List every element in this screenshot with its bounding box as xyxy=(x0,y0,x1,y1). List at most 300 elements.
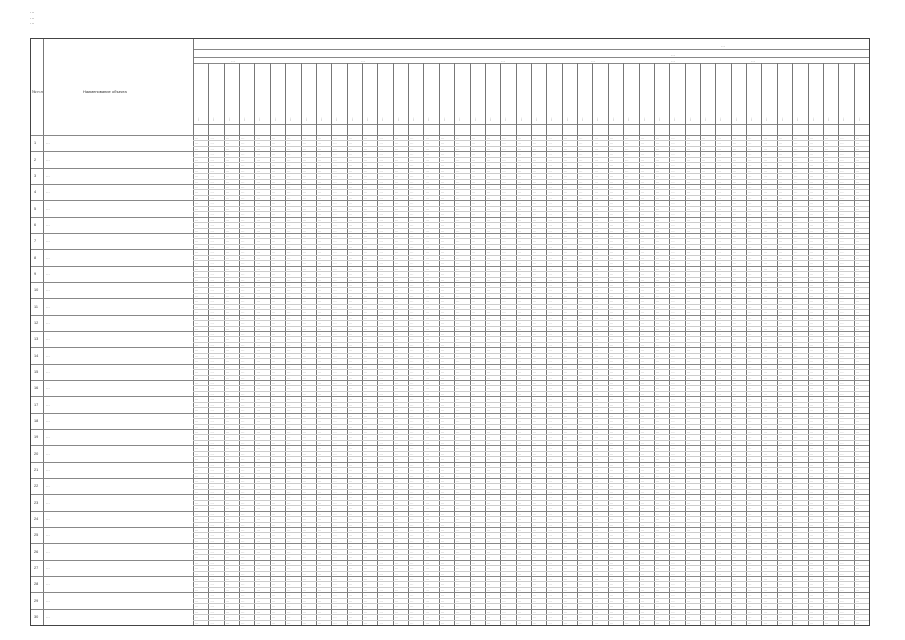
table-cell: … xyxy=(410,430,414,434)
table-cell: … xyxy=(225,364,230,369)
table-cell: … xyxy=(364,571,368,576)
table-cell: … xyxy=(225,381,230,385)
row-subdivider xyxy=(193,407,869,408)
table-cell: … xyxy=(517,185,522,189)
table-cell: … xyxy=(317,201,322,206)
table-cell: … xyxy=(840,304,844,309)
table-cell: … xyxy=(425,391,429,396)
table-cell: … xyxy=(471,430,475,434)
table-cell: … xyxy=(794,353,798,358)
table-cell: … xyxy=(425,440,429,445)
table-cell: … xyxy=(241,435,245,440)
table-cell: … xyxy=(394,163,399,168)
table-cell: … xyxy=(241,185,245,189)
row-subdivider xyxy=(193,255,869,256)
table-cell: … xyxy=(486,185,491,189)
table-cell: … xyxy=(317,332,322,336)
table-cell: … xyxy=(317,391,322,396)
table-cell: … xyxy=(410,288,414,293)
table-cell: … xyxy=(425,206,429,211)
table-cell: … xyxy=(410,163,414,168)
table-cell: … xyxy=(425,479,429,483)
table-cell: … xyxy=(517,577,522,581)
table-cell: … xyxy=(763,555,767,560)
table-cell: … xyxy=(763,381,767,385)
table-cell: … xyxy=(333,375,337,380)
table-cell: … xyxy=(655,413,660,418)
table-cell: … xyxy=(425,152,429,157)
table-cell: … xyxy=(302,234,306,238)
table-cell: … xyxy=(333,234,337,238)
table-cell: … xyxy=(256,381,260,385)
table-cell: … xyxy=(702,255,706,260)
table-cell: … xyxy=(563,533,568,538)
table-cell: … xyxy=(333,190,337,195)
table-cell: … xyxy=(425,549,429,554)
table-cell: … xyxy=(486,152,491,157)
table-cell: … xyxy=(425,348,429,353)
table-cell: … xyxy=(640,266,644,271)
table-cell: … xyxy=(410,304,414,309)
table-cell: … xyxy=(640,538,644,543)
table-cell: … xyxy=(625,217,629,222)
table-cell: … xyxy=(410,544,414,549)
table-cell: … xyxy=(702,337,706,342)
table-cell: … xyxy=(824,353,829,358)
table-cell: … xyxy=(763,299,767,304)
table-cell: … xyxy=(225,190,230,195)
table-cell: … xyxy=(517,375,522,380)
table-cell: … xyxy=(625,299,629,304)
table-cell: … xyxy=(794,152,798,157)
table-cell: … xyxy=(609,141,614,146)
table-cell: … xyxy=(563,604,568,609)
table-cell: … xyxy=(471,609,475,614)
table-cell: … xyxy=(379,615,383,620)
table-cell: … xyxy=(548,277,552,282)
table-cell: … xyxy=(778,174,783,179)
table-cell: … xyxy=(348,136,353,140)
table-cell: … xyxy=(256,538,260,543)
table-cell: … xyxy=(379,457,383,462)
column-divider xyxy=(362,63,363,135)
table-cell: … xyxy=(410,152,414,157)
table-cell: … xyxy=(333,185,337,189)
table-cell: … xyxy=(686,342,691,347)
table-cell: … xyxy=(625,571,629,576)
table-cell: … xyxy=(794,582,798,587)
table-cell: … xyxy=(241,457,245,462)
table-cell: … xyxy=(517,228,522,233)
table-cell: … xyxy=(425,500,429,505)
row-subdivider xyxy=(193,549,869,550)
table-cell: … xyxy=(502,146,506,151)
table-cell: … xyxy=(809,288,813,293)
table-cell: … xyxy=(794,609,798,614)
table-cell: … xyxy=(655,386,660,391)
table-cell: … xyxy=(702,315,706,320)
table-cell: … xyxy=(379,522,383,527)
table-cell: … xyxy=(471,479,475,483)
table-cell: … xyxy=(364,179,368,184)
table-cell: … xyxy=(502,468,506,473)
table-cell: … xyxy=(195,359,199,364)
table-cell: … xyxy=(609,528,614,532)
table-cell: … xyxy=(824,168,829,173)
table-cell: … xyxy=(333,261,337,266)
table-cell: … xyxy=(225,538,230,543)
table-cell: … xyxy=(410,538,414,543)
table-cell: … xyxy=(302,146,306,151)
table-cell: … xyxy=(594,239,598,244)
table-cell: … xyxy=(763,424,767,429)
table-cell: … xyxy=(533,457,537,462)
table-cell: … xyxy=(456,604,460,609)
column-divider xyxy=(423,63,424,135)
table-cell: … xyxy=(640,234,644,238)
table-cell: … xyxy=(594,517,598,522)
table-cell: … xyxy=(425,435,429,440)
table-cell: … xyxy=(210,332,214,336)
table-cell: … xyxy=(794,244,798,249)
table-cell: … xyxy=(640,593,644,598)
table-cell: … xyxy=(671,261,675,266)
table-cell: … xyxy=(625,190,629,195)
table-cell: … xyxy=(287,506,291,511)
table-cell: … xyxy=(702,168,706,173)
table-cell: … xyxy=(732,136,737,140)
table-cell: … xyxy=(609,146,614,151)
table-cell: … xyxy=(502,451,506,456)
table-cell: … xyxy=(640,375,644,380)
table-cell: … xyxy=(410,479,414,483)
table-cell: … xyxy=(256,163,260,168)
table-cell: … xyxy=(671,408,675,413)
table-cell: … xyxy=(824,506,829,511)
table-cell: … xyxy=(348,391,353,396)
table-cell: … xyxy=(210,223,214,228)
table-cell: … xyxy=(195,353,199,358)
table-cell: … xyxy=(732,157,737,162)
table-cell: … xyxy=(379,440,383,445)
table-cell: … xyxy=(195,511,199,516)
table-cell: … xyxy=(333,168,337,173)
table-cell: … xyxy=(225,293,230,298)
table-cell: … xyxy=(748,326,752,331)
table-cell: … xyxy=(855,386,860,391)
table-cell: … xyxy=(333,359,337,364)
table-cell: … xyxy=(517,620,522,625)
table-cell: … xyxy=(671,272,675,277)
table-cell: … xyxy=(840,136,844,140)
table-cell: … xyxy=(348,239,353,244)
table-cell: … xyxy=(502,332,506,336)
table-cell: … xyxy=(686,234,691,238)
table-cell: … xyxy=(456,136,460,140)
table-cell: … xyxy=(855,353,860,358)
table-cell: … xyxy=(471,517,475,522)
column-header: … xyxy=(503,117,508,121)
table-cell: … xyxy=(640,381,644,385)
table-cell: … xyxy=(625,244,629,249)
row-subdivider xyxy=(193,244,869,245)
table-cell: … xyxy=(732,239,737,244)
table-cell: … xyxy=(379,381,383,385)
table-cell: … xyxy=(410,397,414,402)
table-cell: … xyxy=(778,157,783,162)
table-cell: … xyxy=(809,261,813,266)
table-cell: … xyxy=(671,495,675,500)
table-cell: … xyxy=(456,391,460,396)
table-cell: … xyxy=(486,484,491,489)
table-cell: … xyxy=(317,413,322,418)
table-cell: … xyxy=(364,277,368,282)
table-cell: … xyxy=(533,495,537,500)
table-cell: … xyxy=(456,288,460,293)
row-subdivider xyxy=(193,598,869,599)
table-cell: … xyxy=(364,598,368,603)
table-cell: … xyxy=(732,430,737,434)
table-cell: … xyxy=(686,609,691,614)
table-cell: … xyxy=(195,424,199,429)
table-cell: … xyxy=(717,261,721,266)
table-cell: … xyxy=(410,321,414,326)
table-cell: … xyxy=(410,337,414,342)
table-cell: … xyxy=(563,277,568,282)
table-cell: … xyxy=(256,283,260,287)
table-cell: … xyxy=(225,435,230,440)
table-cell: … xyxy=(287,157,291,162)
table-cell: … xyxy=(241,468,245,473)
table-cell: … xyxy=(655,604,660,609)
table-cell: … xyxy=(195,593,199,598)
table-cell: … xyxy=(225,408,230,413)
table-cell: … xyxy=(394,517,399,522)
table-cell: … xyxy=(563,141,568,146)
table-cell: … xyxy=(317,228,322,233)
table-cell: … xyxy=(840,326,844,331)
table-cell: … xyxy=(256,201,260,206)
table-cell: … xyxy=(794,381,798,385)
table-cell: … xyxy=(609,168,614,173)
table-cell: … xyxy=(210,440,214,445)
table-cell: … xyxy=(640,435,644,440)
table-cell: … xyxy=(440,604,445,609)
table-cell: … xyxy=(794,174,798,179)
table-cell: … xyxy=(671,468,675,473)
row-object-name: … xyxy=(46,157,50,162)
table-cell: … xyxy=(271,201,276,206)
table-cell: … xyxy=(563,511,568,516)
table-cell: … xyxy=(655,609,660,614)
table-cell: … xyxy=(225,310,230,315)
table-cell: … xyxy=(287,288,291,293)
table-cell: … xyxy=(840,223,844,228)
table-cell: … xyxy=(225,157,230,162)
table-cell: … xyxy=(548,141,552,146)
table-cell: … xyxy=(563,577,568,581)
table-cell: … xyxy=(686,272,691,277)
table-cell: … xyxy=(640,484,644,489)
table-cell: … xyxy=(394,228,399,233)
table-cell: … xyxy=(317,533,322,538)
table-cell: … xyxy=(655,370,660,375)
table-cell: … xyxy=(364,272,368,277)
table-cell: … xyxy=(763,348,767,353)
table-cell: … xyxy=(440,195,445,200)
table-cell: … xyxy=(655,479,660,483)
table-cell: … xyxy=(486,408,491,413)
table-cell: … xyxy=(456,381,460,385)
table-cell: … xyxy=(517,310,522,315)
table-cell: … xyxy=(502,321,506,326)
table-cell: … xyxy=(794,468,798,473)
table-cell: … xyxy=(333,430,337,434)
table-cell: … xyxy=(548,593,552,598)
table-cell: … xyxy=(748,342,752,347)
table-cell: … xyxy=(379,201,383,206)
row-object-name: … xyxy=(46,206,50,211)
table-cell: … xyxy=(579,495,583,500)
table-cell: … xyxy=(533,577,537,581)
table-cell: … xyxy=(317,244,322,249)
column-divider xyxy=(531,63,532,135)
table-cell: … xyxy=(855,342,860,347)
table-cell: … xyxy=(517,152,522,157)
table-cell: … xyxy=(686,533,691,538)
table-cell: … xyxy=(241,587,245,592)
table-cell: … xyxy=(256,304,260,309)
table-cell: … xyxy=(763,163,767,168)
table-cell: … xyxy=(671,517,675,522)
row-subdivider xyxy=(193,538,869,539)
table-cell: … xyxy=(456,424,460,429)
table-cell: … xyxy=(302,288,306,293)
table-cell: … xyxy=(348,408,353,413)
table-cell: … xyxy=(256,473,260,478)
table-cell: … xyxy=(271,157,276,162)
table-cell: … xyxy=(855,299,860,304)
table-cell: … xyxy=(225,473,230,478)
table-cell: … xyxy=(717,435,721,440)
table-cell: … xyxy=(824,342,829,347)
table-cell: … xyxy=(655,528,660,532)
table-cell: … xyxy=(533,353,537,358)
table-cell: … xyxy=(717,528,721,532)
table-cell: … xyxy=(348,430,353,434)
table-cell: … xyxy=(517,332,522,336)
table-cell: … xyxy=(425,566,429,571)
table-cell: … xyxy=(195,152,199,157)
table-cell: … xyxy=(348,299,353,304)
table-cell: … xyxy=(702,435,706,440)
table-cell: … xyxy=(824,604,829,609)
column-divider xyxy=(823,63,824,135)
table-cell: … xyxy=(256,484,260,489)
row-subdivider xyxy=(193,483,869,484)
table-cell: … xyxy=(410,353,414,358)
table-cell: … xyxy=(840,293,844,298)
table-cell: … xyxy=(348,386,353,391)
table-cell: … xyxy=(502,457,506,462)
column-divider xyxy=(208,63,209,135)
row-subdivider xyxy=(193,375,869,376)
table-cell: … xyxy=(440,250,445,255)
table-cell: … xyxy=(778,593,783,598)
table-cell: … xyxy=(748,397,752,402)
table-cell: … xyxy=(794,408,798,413)
table-cell: … xyxy=(594,190,598,195)
table-cell: … xyxy=(502,212,506,217)
table-cell: … xyxy=(809,577,813,581)
row-object-name: … xyxy=(46,386,50,391)
table-cell: … xyxy=(763,615,767,620)
table-cell: … xyxy=(655,435,660,440)
table-cell: … xyxy=(625,337,629,342)
table-cell: … xyxy=(302,250,306,255)
table-cell: … xyxy=(702,375,706,380)
table-cell: … xyxy=(702,598,706,603)
table-cell: … xyxy=(287,283,291,287)
table-cell: … xyxy=(317,604,322,609)
table-cell: … xyxy=(486,424,491,429)
table-cell: … xyxy=(486,538,491,543)
table-cell: … xyxy=(717,522,721,527)
table-cell: … xyxy=(333,228,337,233)
table-cell: … xyxy=(302,620,306,625)
column-divider xyxy=(746,63,747,135)
table-cell: … xyxy=(456,370,460,375)
row-number: 11 xyxy=(34,304,38,309)
table-cell: … xyxy=(609,615,614,620)
table-cell: … xyxy=(210,522,214,527)
table-cell: … xyxy=(824,598,829,603)
table-cell: … xyxy=(486,288,491,293)
table-cell: … xyxy=(625,593,629,598)
table-cell: … xyxy=(655,250,660,255)
table-cell: … xyxy=(778,348,783,353)
table-cell: … xyxy=(195,435,199,440)
table-cell: … xyxy=(533,223,537,228)
table-cell: … xyxy=(394,549,399,554)
table-cell: … xyxy=(394,506,399,511)
table-cell: … xyxy=(717,440,721,445)
table-cell: … xyxy=(671,375,675,380)
table-cell: … xyxy=(210,234,214,238)
table-cell: … xyxy=(533,272,537,277)
table-cell: … xyxy=(855,348,860,353)
table-cell: … xyxy=(809,141,813,146)
table-cell: … xyxy=(210,489,214,494)
table-cell: … xyxy=(548,332,552,336)
table-cell: … xyxy=(256,402,260,407)
table-cell: … xyxy=(317,435,322,440)
table-cell: … xyxy=(778,217,783,222)
table-cell: … xyxy=(471,549,475,554)
table-cell: … xyxy=(440,353,445,358)
table-cell: … xyxy=(425,560,429,565)
table-cell: … xyxy=(287,304,291,309)
table-cell: … xyxy=(225,239,230,244)
table-cell: … xyxy=(702,250,706,255)
table-cell: … xyxy=(256,255,260,260)
table-cell: … xyxy=(579,484,583,489)
table-cell: … xyxy=(348,212,353,217)
table-cell: … xyxy=(394,419,399,424)
table-cell: … xyxy=(824,228,829,233)
table-cell: … xyxy=(471,511,475,516)
table-cell: … xyxy=(225,146,230,151)
